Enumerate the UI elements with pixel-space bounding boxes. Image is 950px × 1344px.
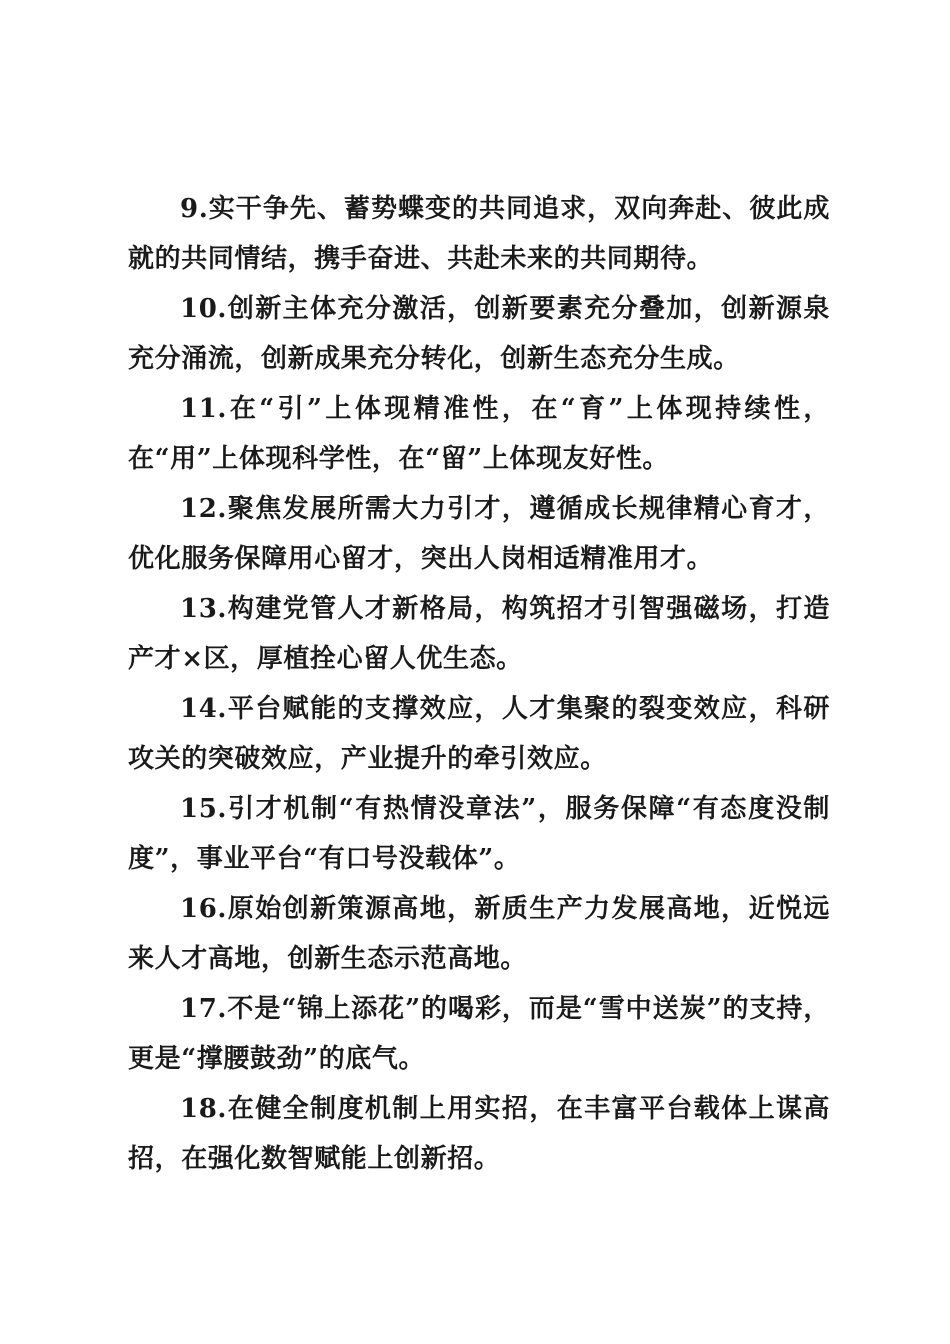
document-body	[128, 184, 830, 1184]
paragraph-14: 14.平台赋能的支撑效应，人才集聚的裂变效应，科研攻关的突破效应，产业提升的牵引效应。	[128, 694, 830, 774]
paragraph-16: 16.原始创新策源高地，新质生产力发展高地，近悦远来人才高地，创新生态示范高地。	[128, 894, 830, 974]
paragraph-11: 11.在“引”上体现精准性，在“育”上体现持续性，在“用”上体现科学性，在“留”上体现友好性。	[128, 394, 830, 474]
paragraph-9: 9.实干争先、蓄势蝶变的共同追求，双向奔赴、彼此成就的共同情结，携手奋进、共赴未来的共同期待。	[128, 194, 830, 274]
paragraph-15: 15.引才机制“有热情没章法”，服务保障“有态度没制度”，事业平台“有口号没载体”。	[128, 794, 830, 874]
paragraph-12: 12.聚焦发展所需大力引才，遵循成长规律精心育才，优化服务保障用心留才，突出人岗相适精准用才。	[128, 494, 830, 574]
paragraph-13: 13.构建党管人才新格局，构筑招才引智强磁场，打造产才×区，厚植拴心留人优生态。	[128, 594, 830, 674]
paragraph-10: 10.创新主体充分激活，创新要素充分叠加，创新源泉充分涌流，创新成果充分转化，创新生态充分生成。	[128, 294, 830, 374]
paragraph-17: 17.不是“锦上添花”的喝彩，而是“雪中送炭”的支持，更是“撑腰鼓劲”的底气。	[128, 994, 830, 1074]
paragraph-18: 18.在健全制度机制上用实招，在丰富平台载体上谋高招，在强化数智赋能上创新招。	[128, 1094, 830, 1174]
